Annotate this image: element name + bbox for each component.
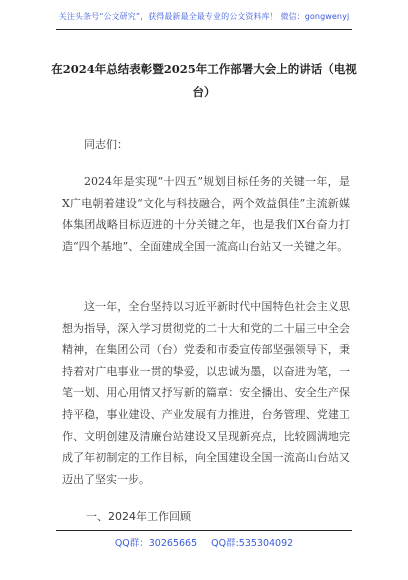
section-heading: 一、2024年工作回顾 (86, 510, 191, 523)
header-divider (56, 29, 352, 30)
paragraph: 这一年，全台坚持以习近平新时代中国特色社会主义思想为指导，深入学习贯彻党的二十大和党的二十届三中全会精神，在集团公司（台）党委和市委宣传部坚强领导下，秉持着对广电事业一贯的挚爱，以忠诚为墨，以奋进为笔，一笔一划、用心用情又抒写新的篇章：安全播出、安全生产保持平稳，事业建设、产业发展有力推进，台务管理、党建工作、文明创建及清廉台站建设又呈现新亮点，比较圆满地完成了年初制定的工作目标，向全国建设全国一流高山台站又迈出了坚实一步。 (62, 300, 350, 486)
footer-qq-group-2: QQ群:535304092 (211, 538, 294, 549)
page-footer (0, 535, 408, 549)
footer-qq-group-1: QQ群：30265665 (114, 538, 198, 549)
paragraph: 2024年是实现“十四五”规划目标任务的关键一年，是X广电朝着建设“文化与科技融合，两个效益俱佳”主流新媒体集团战略目标迈进的十分关键之年，也是我们X台奋力打造“四个基地”、全面建成全国一流高山台站又一关键之年。 (62, 175, 350, 253)
header-notice: 关注头条号“公文研究”，获得最新最全最专业的公文资料库！ 微信：gongwenyj (58, 12, 350, 21)
footer-divider (56, 530, 352, 531)
greeting: 同志们： (84, 138, 128, 151)
document-title: 在2024年总结表彰暨2025年工作部署大会上的讲话（电视台） (51, 62, 357, 99)
